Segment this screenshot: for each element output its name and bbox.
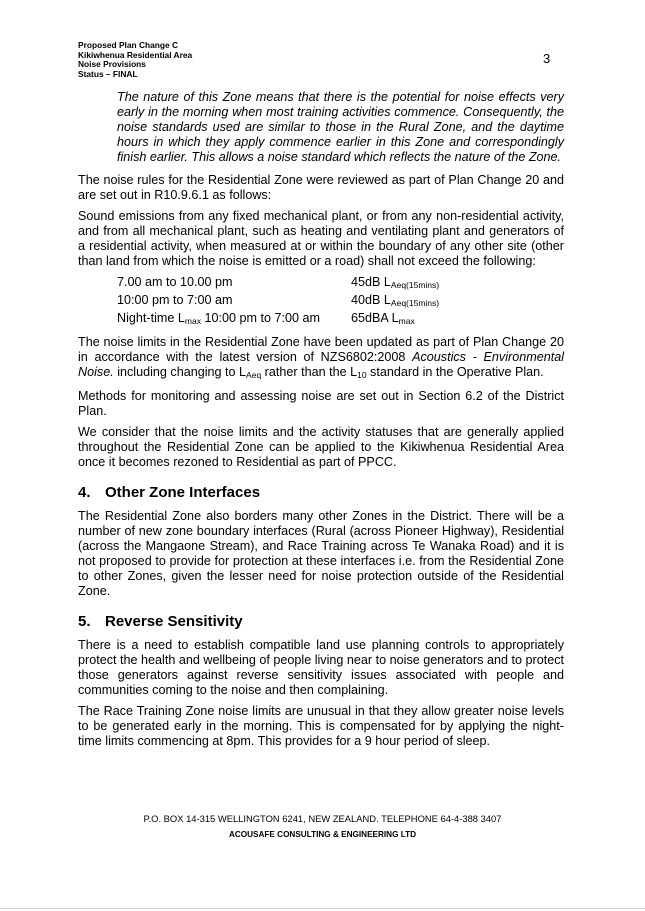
table-row [117, 275, 439, 293]
quoted-paragraph: The nature of this Zone means that there is the potential for noise effects very early in the morning when most training activities commence. Consequently, the noise standards used are similar to those in the Rural Zone, and the daytime hours in which they apply commence earlier in this Zone and correspondingly finish earlier. This allows a noise standard which reflects the nature of the Zone. [117, 90, 564, 164]
noise-limits-table [117, 275, 439, 329]
document-body [78, 90, 564, 755]
limit-level: 40dB $L_{Aeq(15mins)}$ [351, 293, 440, 308]
page-edge [0, 908, 645, 909]
limit-level: 65dBA $L_{max}$ [351, 311, 415, 326]
paragraph: The noise rules for the Residential Zone were reviewed as part of Plan Change 20 and are set out in R10.9.6.1 as follows: [78, 173, 564, 202]
section-heading: 5. Reverse Sensitivity [78, 613, 243, 630]
paragraph: Sound emissions from any fixed mechanical plant, or from any non-residential activity, and from all mechanical plant, such as heating and ventilating plant and generators of a residential activity, when measured at or within the boundary of any other site (other than land from which the noise is emitted or a road) shall not exceed the following: [78, 209, 564, 268]
paragraph: The Residential Zone also borders many other Zones in the District. There will be a number of new zone boundary interfaces (Rural (across Pioneer Highway), Residential (across the Mangaone Stream), and Race Training across Te Wanaka Road) and it is not proposed to provide for protection at these interfaces i.e. from the Residential Zone to other Zones, given the lesser need for noise protection outside of the Residential Zone. [78, 509, 564, 598]
section-heading: 4. Other Zone Interfaces [78, 484, 261, 501]
header-subject: Noise Provisions [78, 59, 146, 70]
header-status: Status – FINAL [78, 68, 138, 79]
paragraph: We consider that the noise limits and the activity statuses that are generally applied throughout the Residential Zone can be applied to the Kikiwhenua Residential Area once it becomes rezoned to Residential as part of PPCC. [78, 425, 564, 469]
limit-level: 45dB $L_{Aeq(15mins)}$ [351, 275, 440, 290]
limit-time: Night-time $L_{max}$ 10:00 pm to 7:00 am [117, 311, 320, 326]
limit-time: 10:00 pm to 7:00 am [117, 293, 233, 307]
table-row [117, 311, 439, 329]
footer-company: ACOUSAFE CONSULTING & ENGINEERING LTD [228, 830, 417, 839]
footer-address: P.O. BOX 14-315 WELLINGTON 6241, NEW ZEALAND. TELEPHONE 64-4-388 3407 [143, 813, 502, 824]
page-number: 3 [543, 51, 551, 66]
header-title: Proposed Plan Change C [78, 40, 179, 50]
limit-time: 7.00 am to 10.00 pm [117, 275, 233, 289]
document-header [78, 41, 192, 79]
paragraph: The noise limits in the Residential Zone have been updated as part of Plan Change 20 in accordance with the latest version of NZS6802:2008 Acoustics - Environmental Noise. including changing to $L_{Aeq}$ rather than the $L_{10}$ standard in the Operative Plan. [78, 335, 564, 380]
paragraph: The Race Training Zone noise limits are unusual in that they allow greater noise levels to be generated early in the morning. This is compensated for by applying the night-time limits commencing at 8pm. This provides for a 9 hour period of sleep. [78, 704, 564, 748]
table-row [117, 293, 439, 311]
header-area: Kikiwhenua Residential Area [78, 49, 193, 60]
paragraph: Methods for monitoring and assessing noise are set out in Section 6.2 of the District Plan. [78, 389, 564, 418]
paragraph: There is a need to establish compatible land use planning controls to appropriately protect the health and wellbeing of people living near to noise generators and to protect those generators against reverse sensitivity issues associated with people and communities coming to the noise and then complaining. [78, 638, 564, 697]
